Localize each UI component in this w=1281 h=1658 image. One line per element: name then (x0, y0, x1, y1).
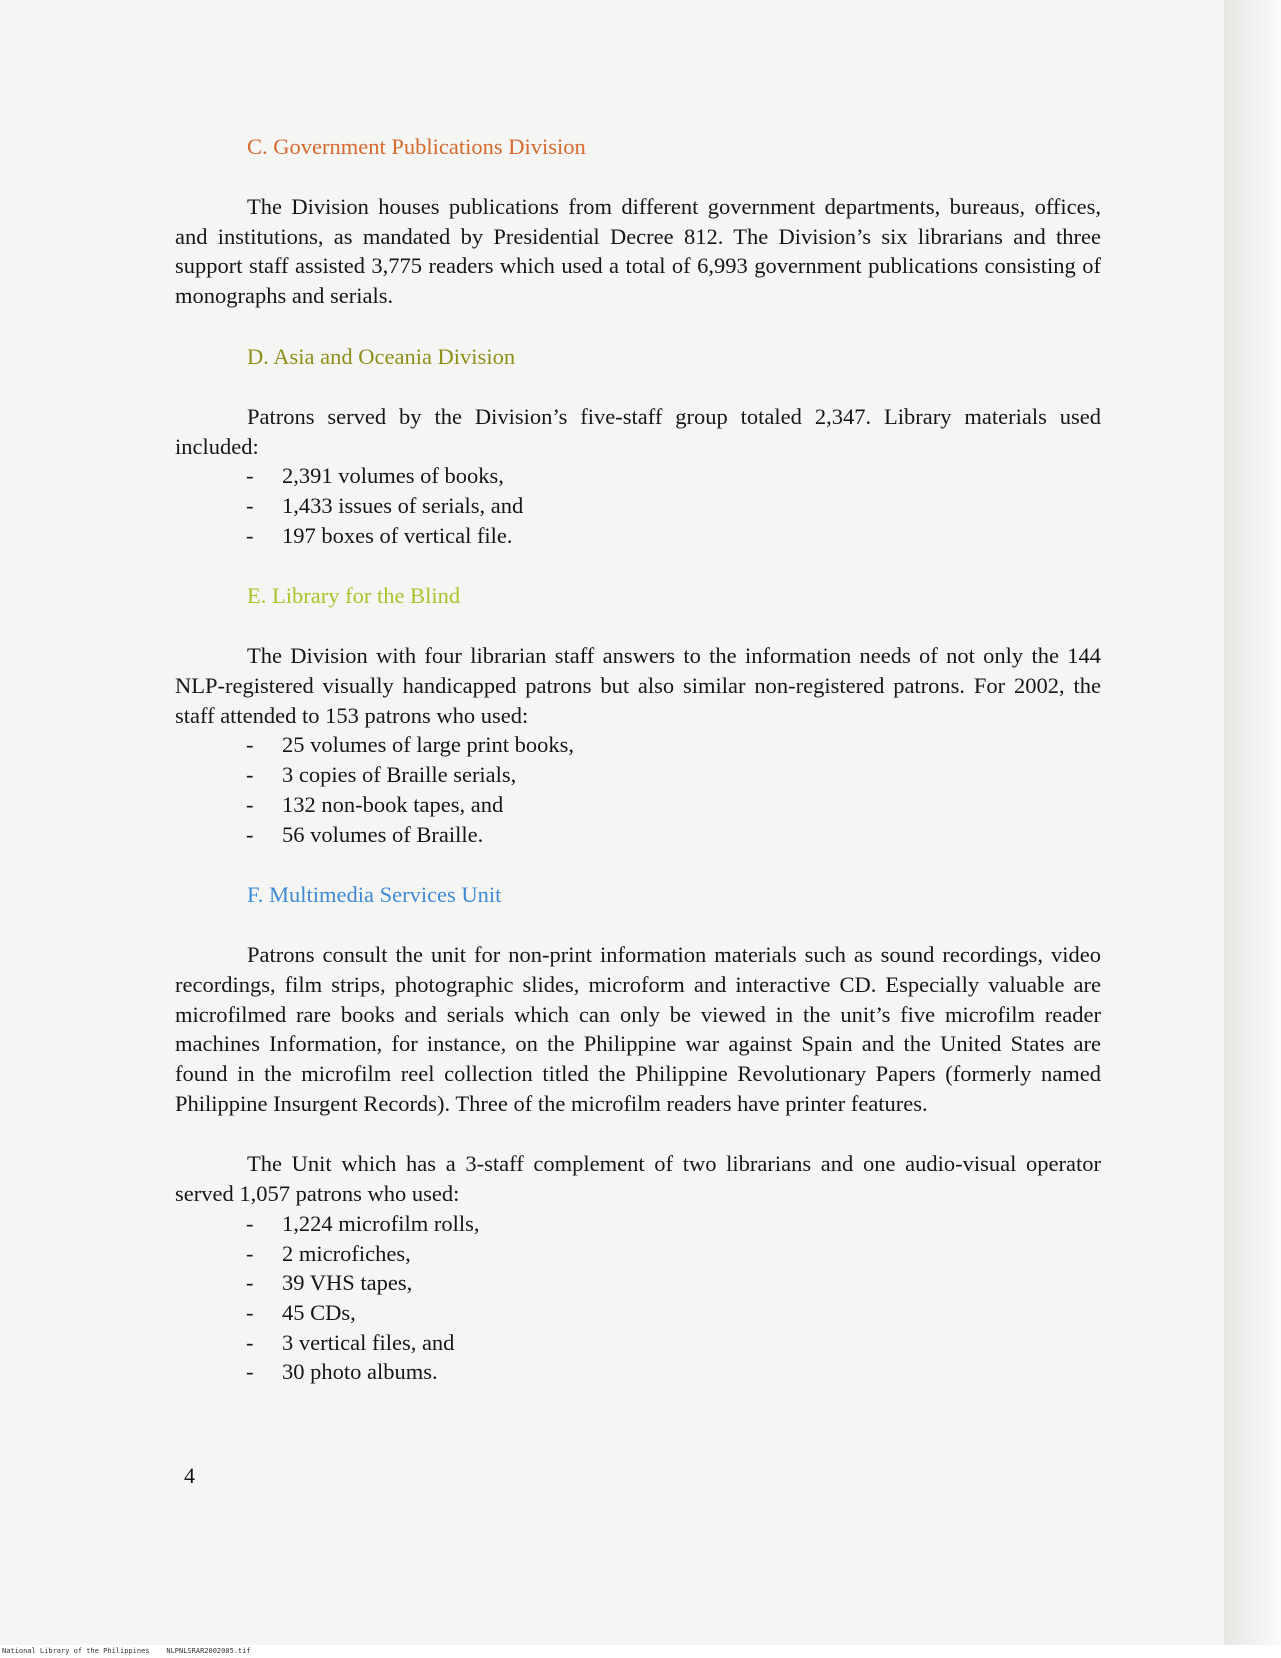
page-edge (1224, 0, 1281, 1658)
section-f-intro: The Unit which has a 3-staff complement of two librarians and one audio-visual operator served 1,057 patrons who used: (175, 1151, 1101, 1207)
section-e-intro: The Division with four librarian staff answers to the information needs of not only the 144 NLP-registered visually handicapped patrons but also similar non-registered patrons. For 2002, the staff attended to 153 patrons who used: (175, 643, 1101, 728)
page-number: 4 (184, 1463, 195, 1488)
section-e-list (175, 730, 1101, 849)
list-item: - 25 volumes of large print books, (175, 730, 1101, 760)
page-content (175, 132, 1101, 1387)
section-f-list (175, 1209, 1101, 1387)
section-heading-d: D. Asia and Oceania Division (247, 343, 516, 369)
section-d-list (175, 461, 1101, 550)
list-item: - 132 non-book tapes, and (175, 790, 1101, 820)
section-heading-f: F. Multimedia Services Unit (247, 882, 502, 908)
list-item: - 30 photo albums. (175, 1357, 1101, 1387)
list-item: - 2,391 volumes of books, (175, 461, 1101, 491)
list-item: - 1,224 microfilm rolls, (175, 1209, 1101, 1239)
section-heading-e: E. Library for the Blind (247, 583, 461, 609)
list-item: - 197 boxes of vertical file. (175, 521, 1101, 551)
list-item: - 2 microfiches, (175, 1239, 1101, 1269)
list-item: - 45 CDs, (175, 1298, 1101, 1328)
list-item: - 3 copies of Braille serials, (175, 760, 1101, 790)
list-item: - 3 vertical files, and (175, 1328, 1101, 1358)
section-d-intro: Patrons served by the Division’s five-staff group totaled 2,347. Library materials used included: (175, 403, 1101, 459)
scan-footer: National Library of the Philippines NLPNLSRAR2002005.tif (0, 1645, 1281, 1658)
list-item: - 1,433 issues of serials, and (175, 491, 1101, 521)
section-c-paragraph: The Division houses publications from different government departments, bureaus, offices, and institutions, as mandated by Presidential Decree 812. The Division’s six librarians and three support staff assisted 3,775 readers which used a total of 6,993 government publications consisting of monographs and serials. (175, 194, 1101, 309)
list-item: - 56 volumes of Braille. (175, 820, 1101, 850)
list-item: - 39 VHS tapes, (175, 1268, 1101, 1298)
section-heading-c: C. Government Publications Division (247, 134, 586, 159)
section-f-paragraph: Patrons consult the unit for non-print information materials such as sound recordings, video recordings, film strips, photographic slides, microform and interactive CD. Especially valuable are microfilmed rare books and serials which can only be viewed in the unit’s five microfilm reader machines Information, for instance, on the Philippine war against Spain and the United States are found in the microfilm reel collection titled the Philippine Revolutionary Papers (formerly named Philippine Insurgent Records). Three of the microfilm readers have printer features. (175, 942, 1101, 1116)
